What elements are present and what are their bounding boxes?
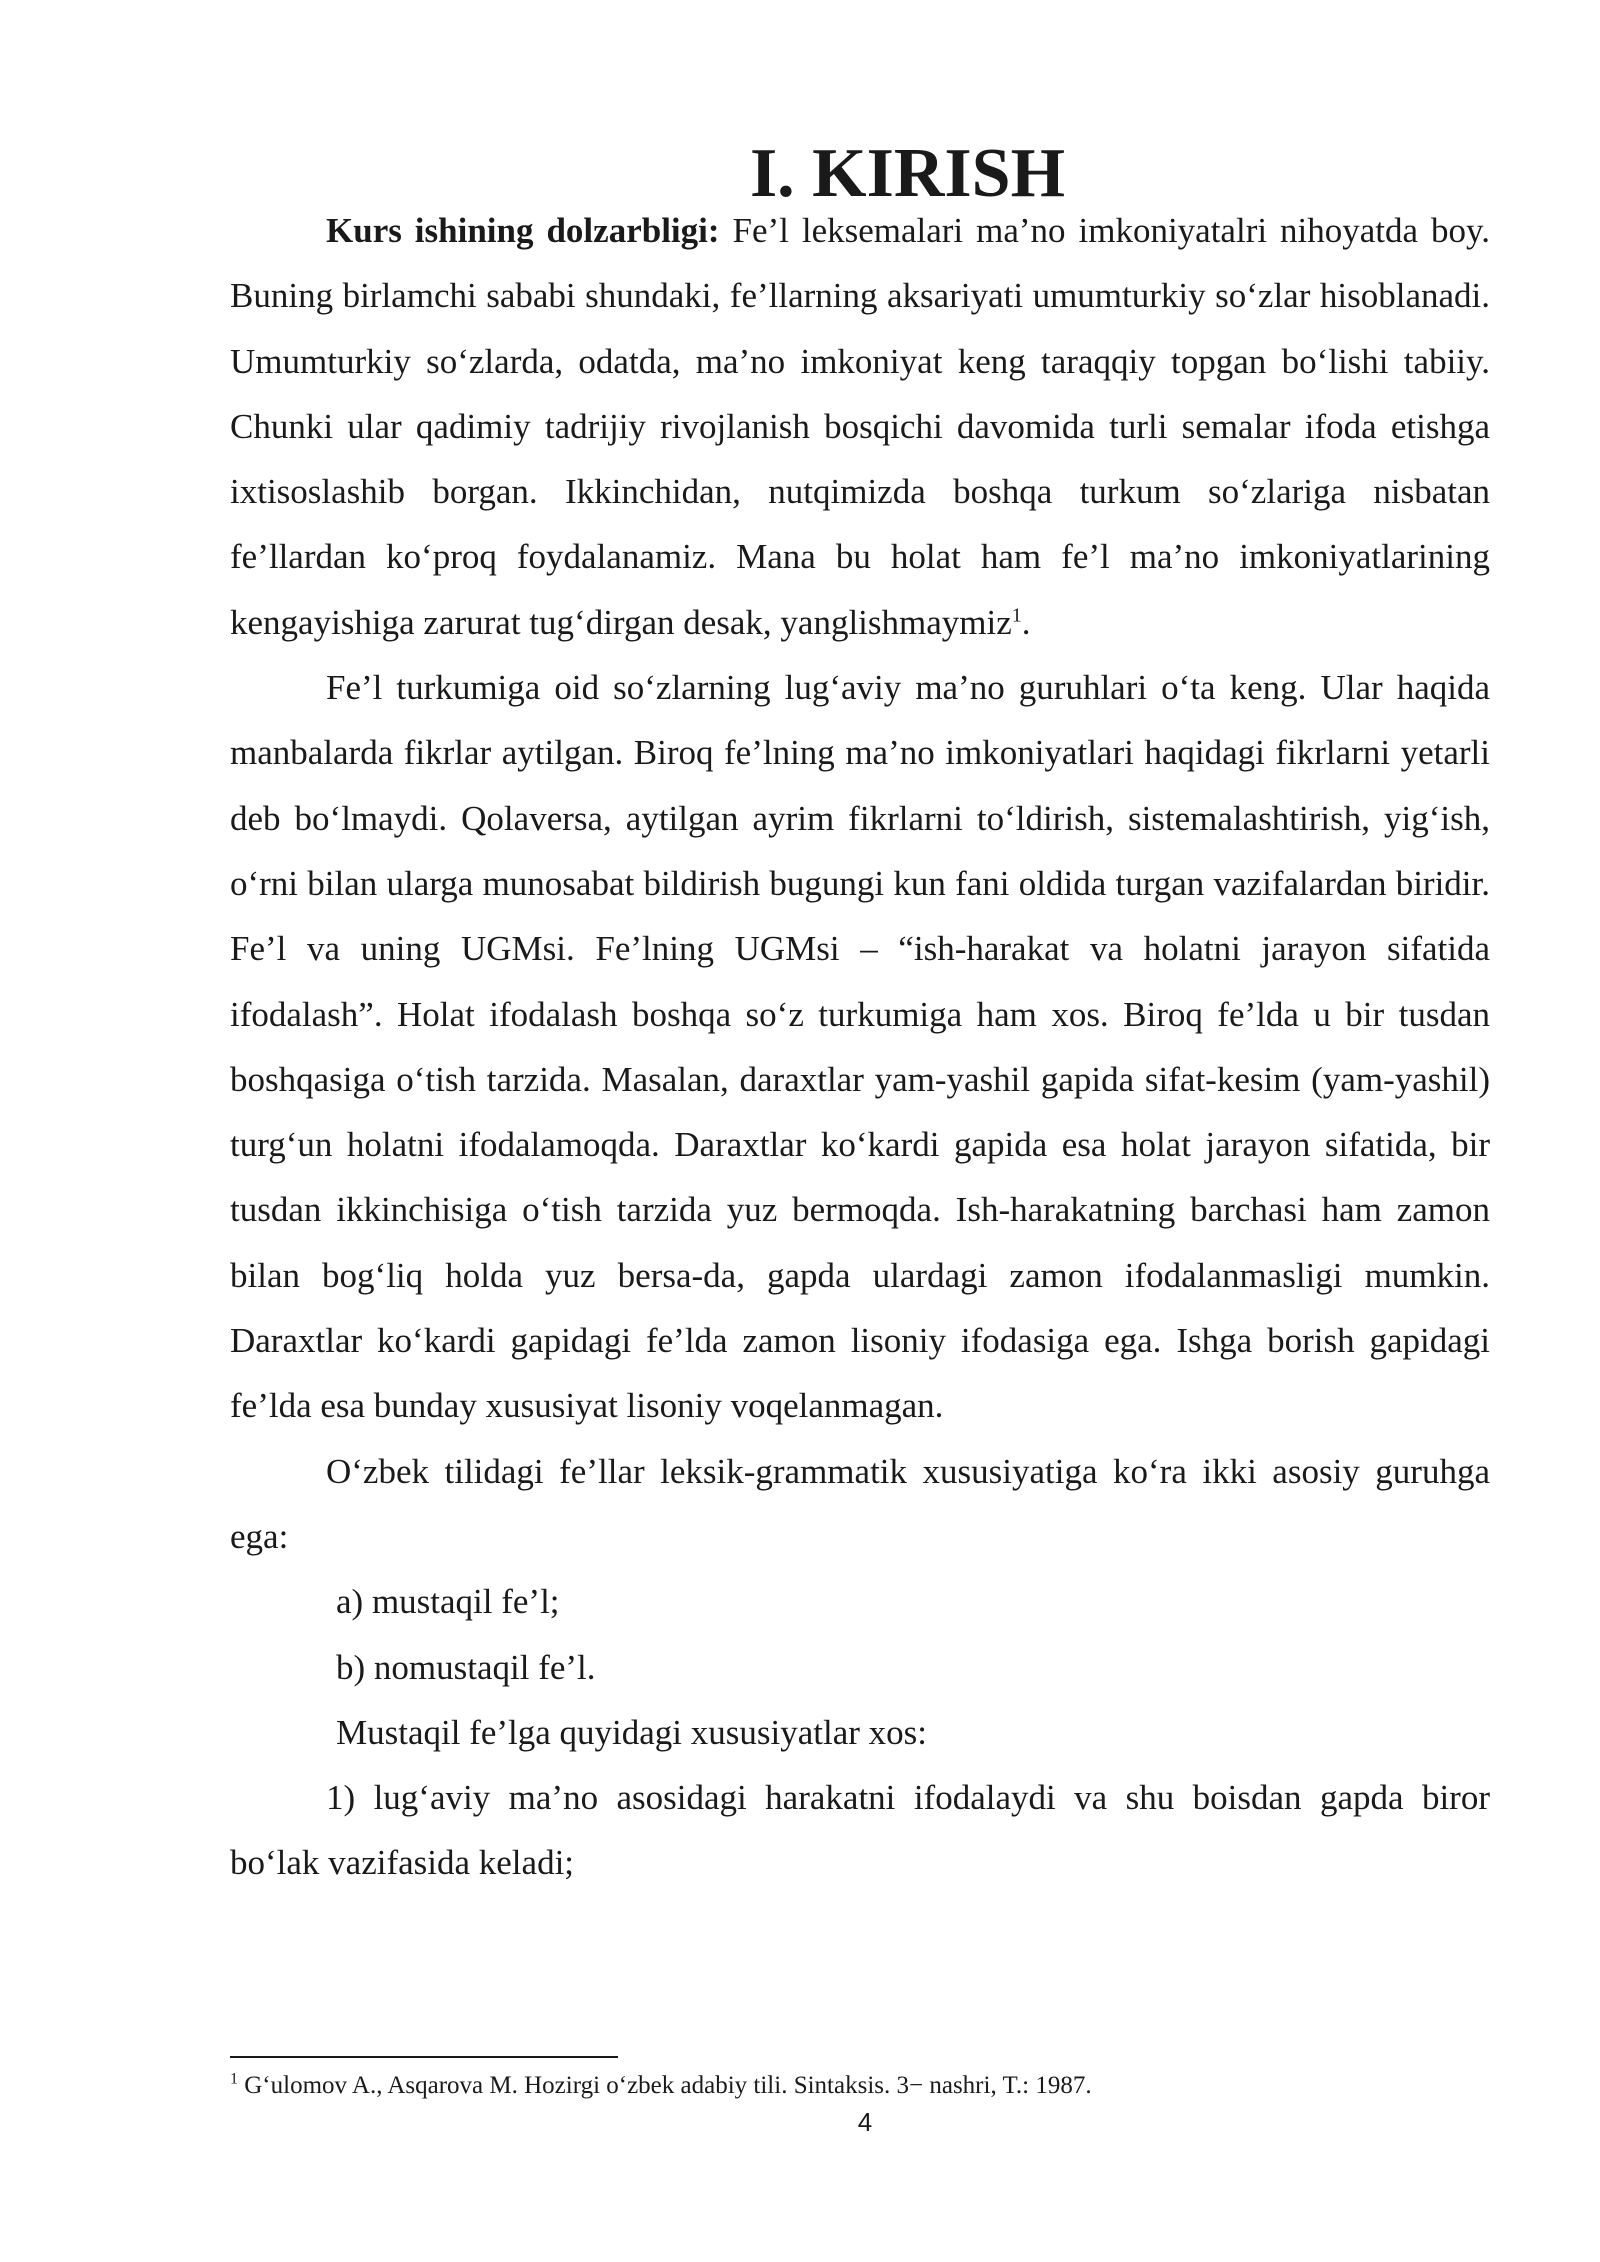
paragraph-3: O‘zbek tilidagi fe’llar leksik-grammatik xususiyatiga ko‘ra ikki asosiy guruhga ega:	[230, 1451, 1490, 1556]
intro-text: Fe’l leksemalari ma’no imkoniyatalri nihoyatda boy. Buning birlamchi sababi shundaki, fe’llarning aksariyati umumturkiy so‘zlar hisoblanadi. Umumturkiy so‘zlarda, odatda, ma’no imkoniyat keng taraqqiy topgan bo‘lishi tabiiy. Chunki ular qadimiy tadrijiy rivojlanish bosqichi davomida turli semalar ifoda etishga ixtisoslashib borgan. Ikkinchidan, nutqimizda boshqa turkum so‘zlariga nisbatan fe’llardan ko‘proq foydalanamiz. Mana bu holat ham fe’l ma’no imkoniyatlarining kengayishiga zarurat tug‘dirgan desak, yanglishmaymiz	[230, 211, 1491, 642]
section-heading: I. KIRISH	[749, 135, 1066, 212]
list-item-b: b) nomustaqil fe’l.	[336, 1647, 596, 1687]
list-item-a: a) mustaqil fe’l;	[336, 1582, 560, 1622]
footnote-divider	[230, 2056, 618, 2058]
intro-lead: Kurs ishining dolzarbligi:	[326, 211, 720, 250]
page-number: 4	[857, 2107, 873, 2137]
footnote-reference[interactable]: 1	[1011, 604, 1022, 627]
footnote-text: G‘ulomov A., Asqarova M. Hozirgi o‘zbek adabiy tili. Sintaksis. 3− nashri, T.: 1987.	[238, 2072, 1092, 2099]
footnote	[230, 2070, 1092, 2102]
paragraph-2: Fe’l turkumiga oid so‘zlarning lug‘aviy ma’no guruhlari o‘ta keng. Ular haqida manbalarda fikrlar aytilgan. Biroq fe’lning ma’no imkoniyatlari haqidagi fikrlarni yetarli deb bo‘lmaydi. Qolaversa, aytilgan ayrim fikrlarni to‘ldirish, sistemalashtirish, yig‘ish, o‘rni bilan ularga munosabat bildirish bugungi kun fani oldida turgan vazifalardan biridir. Fe’l va uning UGMsi. Fe’lning UGMsi – “ish-harakat va holatni jarayon sifatida ifodalash”. Holat ifodalash boshqa so‘z turkumiga ham xos. Biroq fe’lda u bir tusdan boshqasiga o‘tish tarzida. Masalan, daraxtlar yam-yashil gapida sifat-kesim (yam-yashil) turg‘un holatni ifodalamoqda. Daraxtlar ko‘kardi gapida esa holat jarayon sifatida, bir tusdan ikkinchisiga o‘tish tarzida yuz bermoqda. Ish-harakatning barchasi ham zamon bilan bog‘liq holda yuz bersa-da, gapda ulardagi zamon ifodalanmasligi mumkin. Daraxtlar ko‘kardi gapidagi fe’lda zamon lisoniy ifodasiga ega. Ishga borish gapidagi fe’lda esa bunday xususiyat lisoniy voqelanmagan.	[230, 668, 1490, 1426]
intro-end: .	[1021, 602, 1031, 642]
paragraph-4: 1) lug‘aviy ma’no asosidagi harakatni ifodalaydi va shu boisdan gapda biror bo‘lak vazifasida keladi;	[230, 1778, 1490, 1883]
main-text	[230, 135, 1491, 1896]
list-intro-line: Mustaqil fe’lga quyidagi xususiyatlar xos:	[336, 1712, 928, 1752]
footnote-marker: 1	[230, 2070, 238, 2088]
intro-paragraph	[230, 198, 1490, 655]
